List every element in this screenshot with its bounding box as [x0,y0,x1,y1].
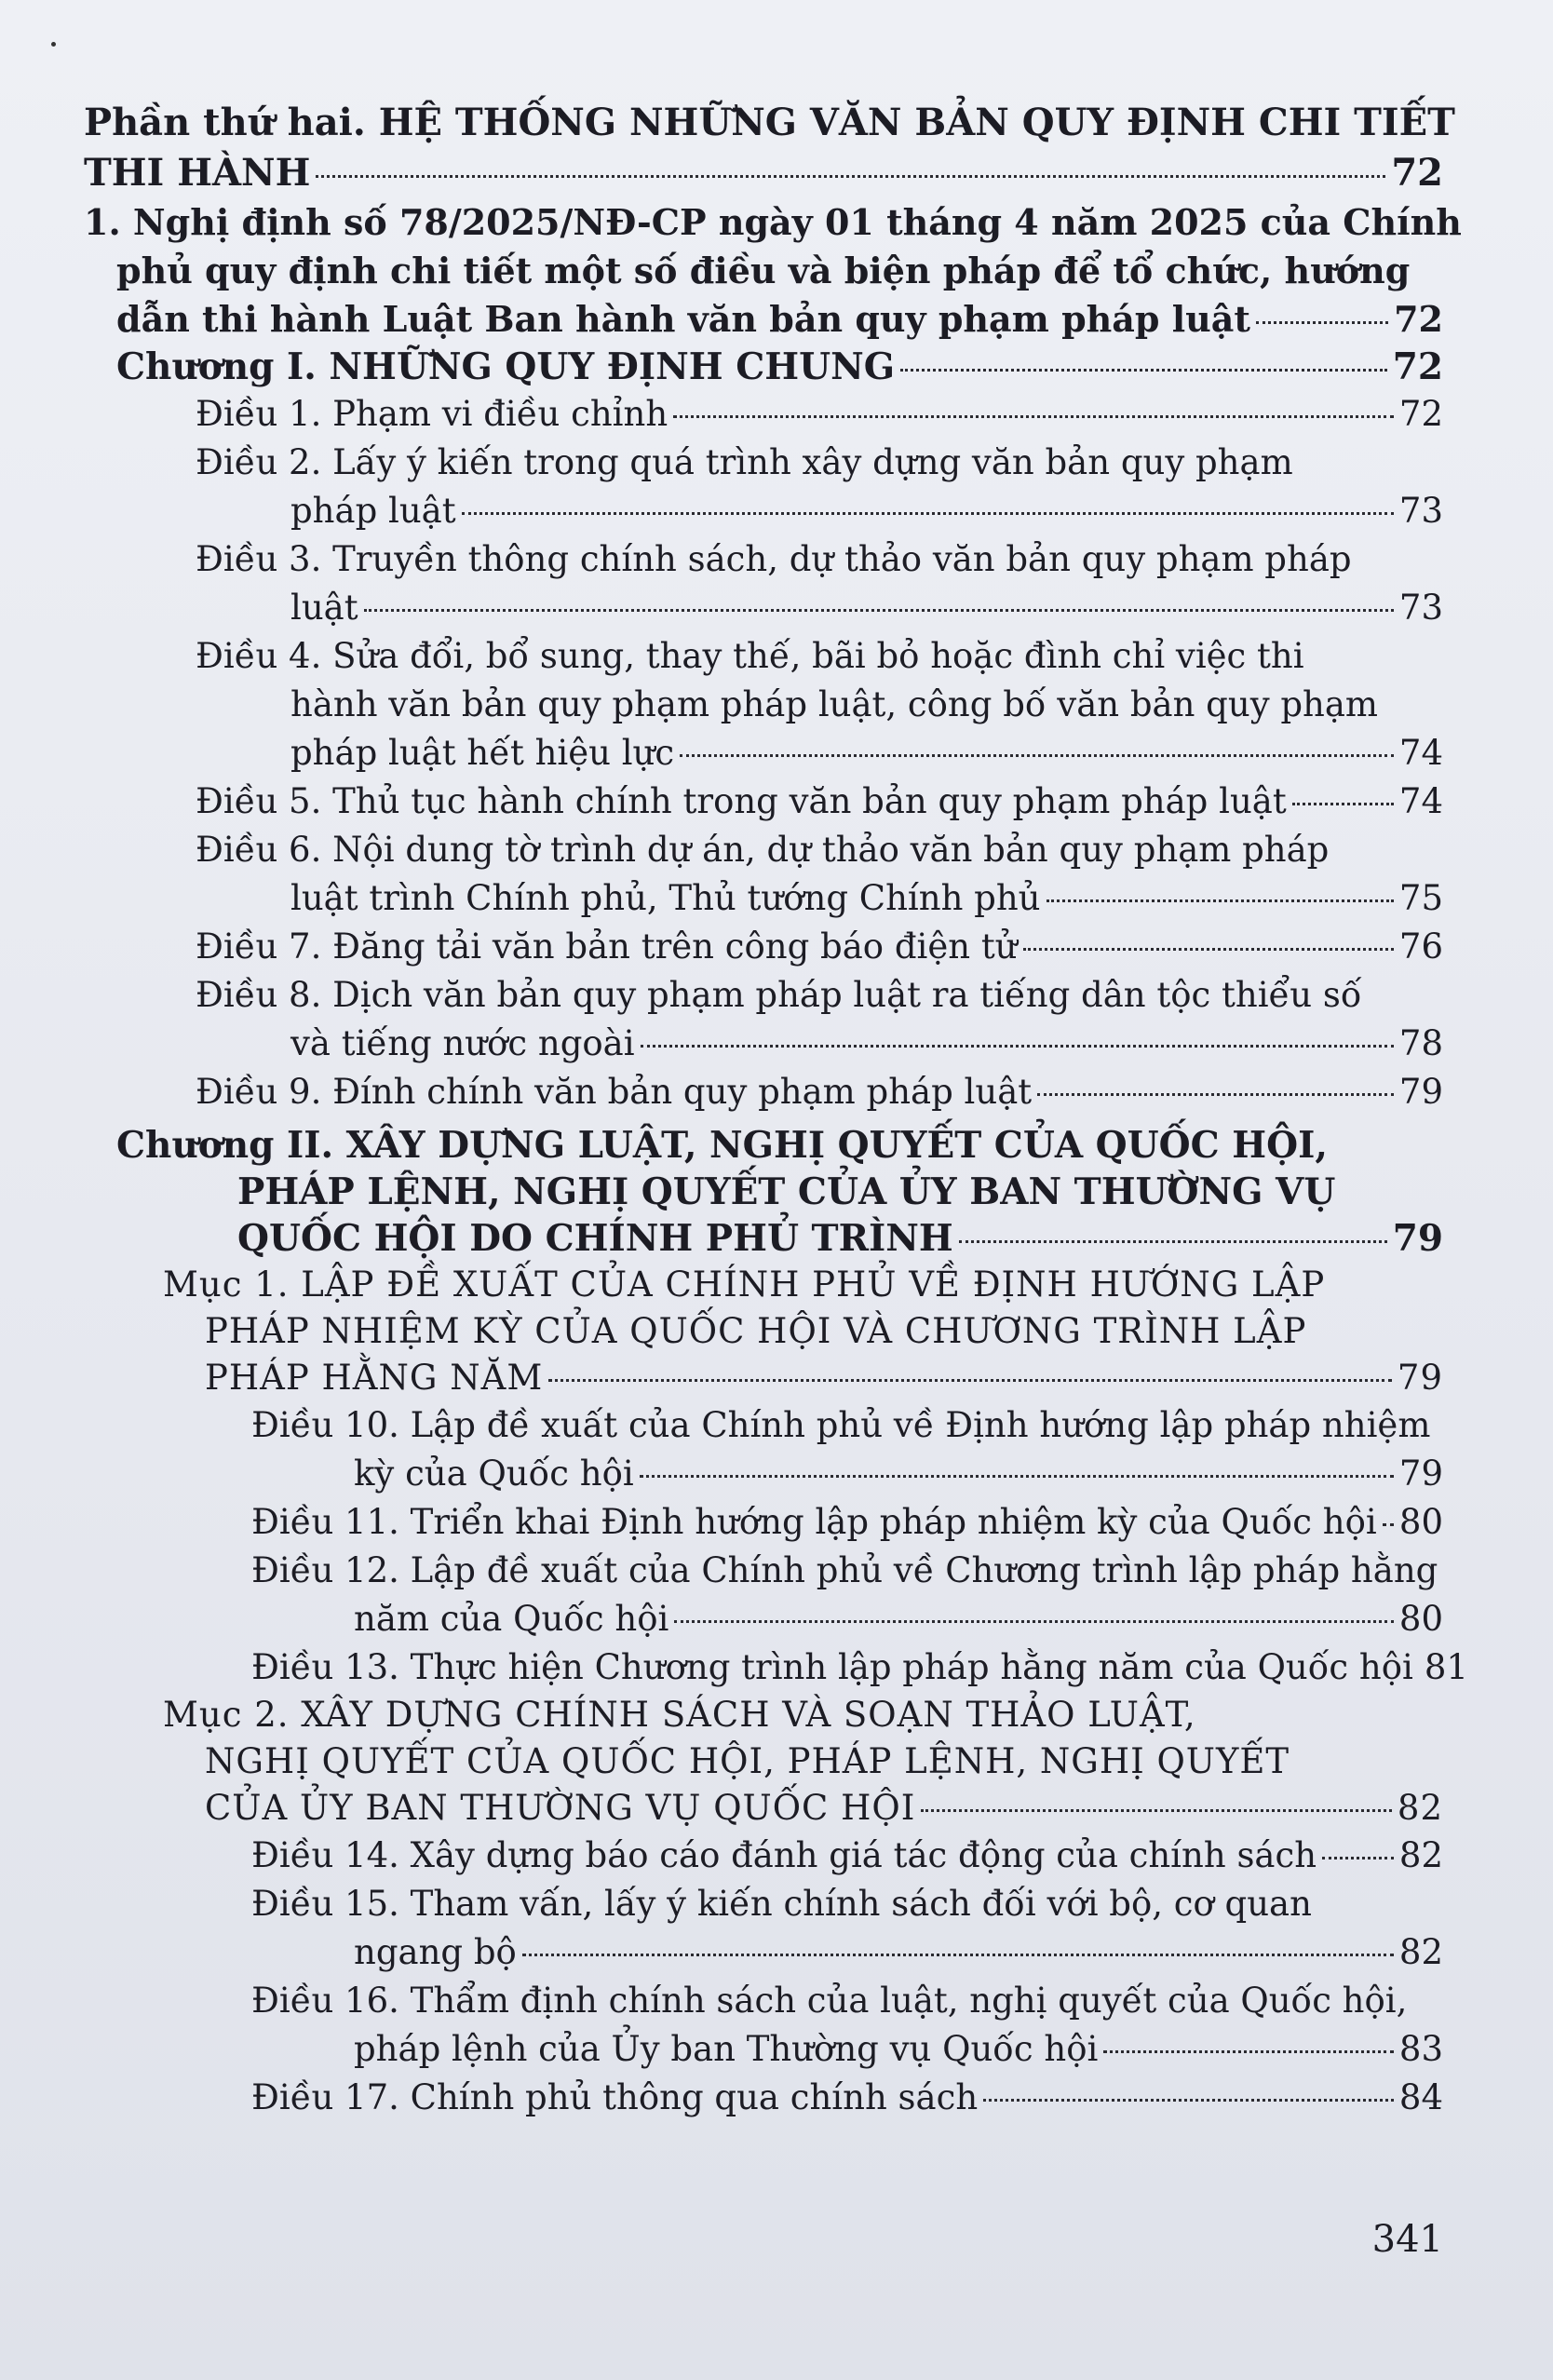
dot-leader [1322,1857,1394,1859]
toc-entry-article [251,1498,1443,1547]
toc-entry-article [196,971,1443,1068]
article-title-line: Điều 16. Thẩm định chính sách của luật, nghị quyết của Quốc hội, [251,1981,1408,2021]
page-ref: 79 [1397,1358,1443,1398]
section-line: Mục 2. XÂY DỰNG CHÍNH SÁCH VÀ SOẠN THẢO LUẬT, [163,1695,1196,1735]
toc-entry-article [251,1977,1443,2074]
dot-leader [673,415,1394,418]
toc-entry-article [196,632,1443,778]
article-title-line: ngang bộ [354,1932,517,1972]
page-ref: 74 [1398,781,1443,821]
section-2-heading [163,1692,1443,1832]
toc-entry-article [196,535,1443,632]
article-title-line: Điều 15. Tham vấn, lấy ý kiến chính sách đối với bộ, cơ quan [251,1884,1312,1924]
article-title-line: Điều 7. Đăng tải văn bản trên công báo điện tử [196,926,1018,967]
page-ref: 80 [1398,1599,1443,1639]
article-title-line: pháp luật [290,491,456,531]
dot-leader [983,2099,1394,2102]
dot-leader [1023,948,1394,951]
chapter-1-heading [116,344,1443,390]
part-heading [84,98,1455,198]
part-heading-line: THI HÀNH [84,151,311,195]
toc-entry-article [196,1068,1443,1116]
dot-leader [548,1379,1392,1382]
table-of-contents [84,98,1468,2122]
toc-entry-article [251,1547,1443,1643]
page-number: 341 [1371,2218,1443,2261]
dot-leader [959,1240,1387,1243]
dot-leader [680,754,1394,757]
article-title-line: Điều 4. Sửa đổi, bổ sung, thay thế, bãi bỏ hoặc đình chỉ việc thi [196,636,1304,676]
page-ref: 79 [1398,1072,1443,1112]
toc-entry-article [251,1880,1443,1977]
page-ref: 84 [1398,2077,1443,2117]
decree-entry [84,198,1462,344]
article-title-line: pháp luật hết hiệu lực [290,733,675,773]
page-ref: 79 [1398,1454,1443,1494]
article-title-line: Điều 9. Đính chính văn bản quy phạm pháp luật [196,1072,1033,1112]
page-ref: 78 [1398,1023,1443,1063]
dot-leader [640,1475,1394,1478]
decree-line: 1. Nghị định số 78/2025/NĐ-CP ngày 01 tháng 4 năm 2025 của Chính [84,201,1462,243]
article-title-line: và tiếng nước ngoài [290,1023,635,1063]
section-2-articles [84,1832,1443,2122]
decree-line: dẫn thi hành Luật Ban hành văn bản quy phạm pháp luật [116,298,1250,340]
toc-entry-article [251,1832,1443,1880]
article-title-line: Điều 5. Thủ tục hành chính trong văn bản quy phạm pháp luật [196,781,1287,821]
article-title-line: Điều 13. Thực hiện Chương trình lập pháp hằng năm của Quốc hội [251,1647,1413,1687]
article-title-line: hành văn bản quy phạm pháp luật, công bố văn bản quy phạm [290,684,1379,724]
toc-entry-article [251,1643,1468,1692]
toc-entry-article [196,923,1443,971]
dot-leader [364,609,1394,612]
dot-leader [522,1954,1394,1956]
dot-leader [641,1045,1394,1048]
page-ref: 72 [1391,151,1443,195]
article-title-line: Điều 8. Dịch văn bản quy phạm pháp luật ra tiếng dân tộc thiểu số [196,975,1362,1015]
article-title-line: luật trình Chính phủ, Thủ tướng Chính phủ [290,878,1041,918]
dot-leader [921,1809,1392,1812]
article-title-line: Điều 14. Xây dựng báo cáo đánh giá tác động của chính sách [251,1835,1317,1875]
section-1-heading [163,1262,1443,1401]
dot-leader [1292,803,1394,805]
section-line: PHÁP NHIỆM KỲ CỦA QUỐC HỘI VÀ CHƯƠNG TRÌNH LẬP [205,1311,1307,1351]
article-title-line: Điều 11. Triển khai Định hướng lập pháp nhiệm kỳ của Quốc hội [251,1502,1377,1542]
toc-entry-article [196,826,1443,923]
article-title-line: Điều 1. Phạm vi điều chỉnh [196,394,668,434]
page-ref: 83 [1398,2029,1443,2069]
article-title-line: năm của Quốc hội [354,1599,669,1639]
dot-leader [316,175,1385,178]
page-ref: 76 [1398,926,1443,967]
section-line: NGHỊ QUYẾT CỦA QUỐC HỘI, PHÁP LỆNH, NGHỊ QUYẾT [205,1741,1290,1781]
toc-entry-article [196,390,1443,439]
article-title-line: Điều 12. Lập đề xuất của Chính phủ về Chương trình lập pháp hằng [251,1550,1438,1590]
page-ref: 72 [1392,345,1443,388]
toc-entry-article [251,1401,1443,1498]
chapter-line: Chương II. XÂY DỰNG LUẬT, NGHỊ QUYẾT CỦA QUỐC HỘI, [116,1124,1328,1167]
page-ref: 72 [1394,298,1443,340]
page-ref: 82 [1398,1835,1443,1875]
page-ref: 73 [1398,588,1443,628]
article-title-line: luật [290,588,358,628]
dot-leader [900,369,1387,372]
page-ref: 75 [1398,878,1443,918]
dot-leader [1037,1093,1394,1096]
article-title-line: Điều 6. Nội dung tờ trình dự án, dự thảo văn bản quy phạm pháp [196,830,1330,870]
article-title-line: Điều 2. Lấy ý kiến trong quá trình xây dựng văn bản quy phạm [196,442,1293,482]
dot-leader [674,1620,1394,1623]
chapter-title: Chương I. NHỮNG QUY ĐỊNH CHUNG [116,345,896,388]
dot-leader [1103,2050,1394,2053]
dot-leader [462,512,1394,515]
toc-entry-article [251,2074,1443,2122]
toc-entry-article [196,439,1443,535]
article-title-line: Điều 3. Truyền thông chính sách, dự thảo văn bản quy phạm pháp [196,539,1352,579]
chapter-2-heading [116,1122,1443,1262]
decree-line: phủ quy định chi tiết một số điều và biện pháp để tổ chức, hướng [116,250,1411,291]
chapter-line: PHÁP LỆNH, NGHỊ QUYẾT CỦA ỦY BAN THƯỜNG VỤ [237,1170,1336,1213]
section-1-articles [84,1401,1468,1692]
section-line: Mục 1. LẬP ĐỀ XUẤT CỦA CHÍNH PHỦ VỀ ĐỊNH HƯỚNG LẬP [163,1264,1326,1305]
toc-entry-article [196,778,1443,826]
chapter-1-articles [84,390,1443,1116]
dot-leader [1256,321,1388,324]
page-ref: 79 [1392,1217,1443,1260]
article-title-line: Điều 10. Lập đề xuất của Chính phủ về Định hướng lập pháp nhiệm [251,1405,1431,1445]
page-ref: 72 [1398,394,1443,434]
page-speck [51,42,56,47]
page-ref: 80 [1398,1502,1443,1542]
chapter-line: QUỐC HỘI DO CHÍNH PHỦ TRÌNH [237,1217,953,1260]
page-ref: 82 [1397,1788,1443,1828]
dot-leader [1383,1523,1394,1526]
section-line: PHÁP HẰNG NĂM [205,1358,544,1398]
page-ref: 82 [1398,1932,1443,1972]
part-heading-line: Phần thứ hai. HỆ THỐNG NHỮNG VĂN BẢN QUY ĐỊNH CHI TIẾT [84,101,1455,144]
page-ref: 73 [1398,491,1443,531]
article-title-line: pháp lệnh của Ủy ban Thường vụ Quốc hội [354,2029,1099,2069]
page-ref: 81 [1424,1647,1468,1687]
dot-leader [1047,899,1394,902]
article-title-line: Điều 17. Chính phủ thông qua chính sách [251,2077,979,2117]
section-line: CỦA ỦY BAN THƯỜNG VỤ QUỐC HỘI [205,1788,916,1828]
page-ref: 74 [1398,733,1443,773]
article-title-line: kỳ của Quốc hội [354,1454,634,1494]
